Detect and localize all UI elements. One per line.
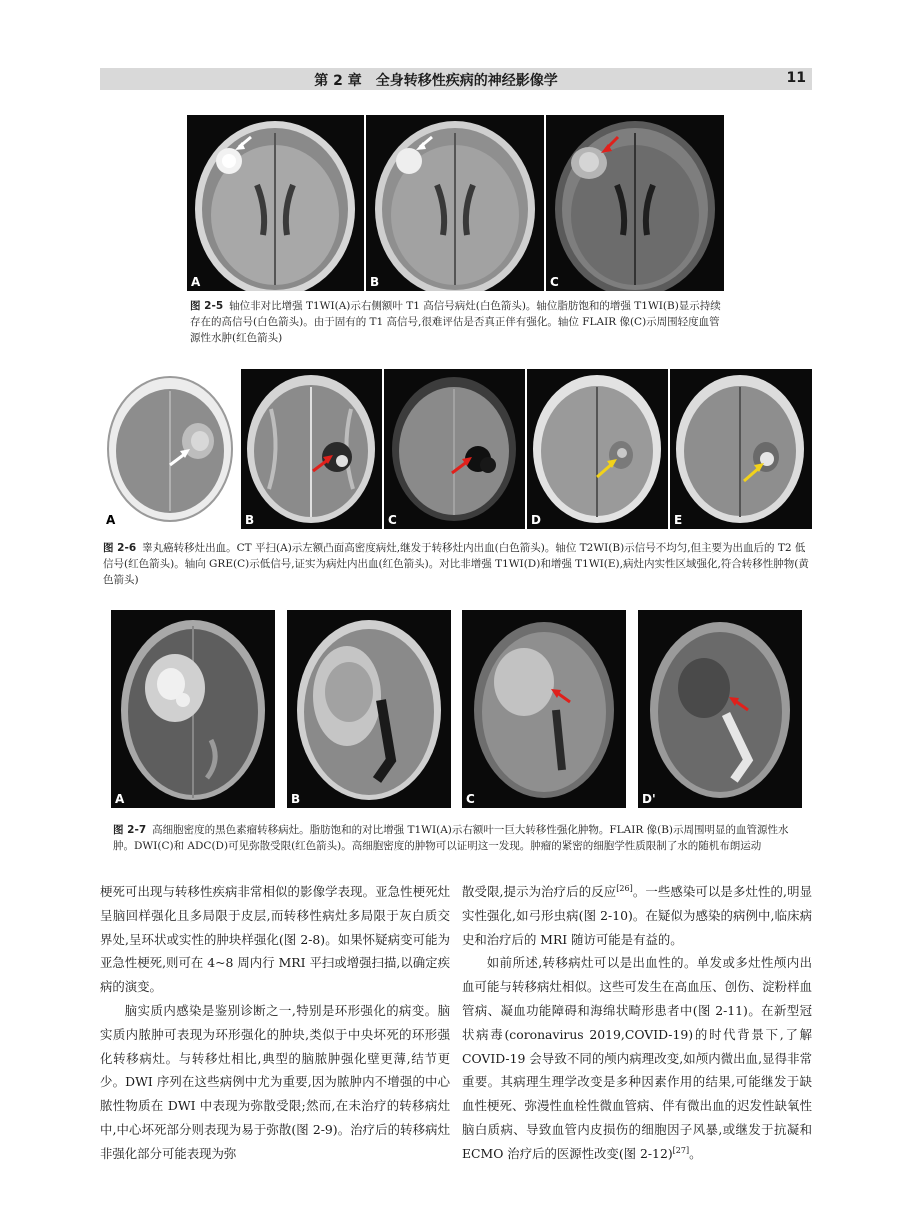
fig-2-7-panel-a (111, 610, 275, 808)
panel-label: A (106, 513, 116, 527)
fig-2-5-panel-c (546, 115, 724, 291)
figure-2-5-caption (190, 298, 730, 346)
caption-label: 图 2-7 (113, 824, 147, 836)
caption-label: 图 2-6 (103, 542, 137, 554)
caption-text: 轴位非对比增强 T1WI(A)示右侧额叶 T1 高信号病灶(白色箭头)。轴位脂肪饱和的增强 T1WI(B)显示持续存在的高信号(白色箭头)。由于固有的 T1 高信号,很难评估是否真正伴有强化。轴位 FLAIR 像(C)示周围轻度血管源性水肿(红色箭头) (190, 300, 721, 344)
figure-2-7-caption (113, 822, 803, 854)
panel-label: C (388, 513, 397, 527)
fig-2-7-panel-b (287, 610, 451, 808)
page-number: 11 (786, 70, 806, 86)
body-left-column (100, 880, 450, 1166)
fig-2-6-panel-c (384, 369, 525, 529)
body-paragraph: 脑实质内感染是鉴别诊断之一,特别是环形强化的病变。脑实质内脓肿可表现为环形强化的肿块,类似于中央坏死的环形强化转移病灶。与转移灶相比,典型的脑脓肿强化壁更薄,结节更少。DWI 序列在这些病例中尤为重要,因为脓肿内不增强的中心脓性物质在 DWI 中表现为弥散受限;然而,在未治疗的转移病灶中,中心坏死部分则表现为易于弥散(图 2-9)。治疗后的转移病灶非强化部分可能表现为弥 (100, 1002, 450, 1161)
citation-ref: [26] (616, 884, 633, 893)
fig-2-6-panel-d (527, 369, 668, 529)
chapter-title: 第 2 章 全身转移性疾病的神经影像学 (314, 73, 558, 89)
body-paragraph: 梗死可出现与转移性疾病非常相似的影像学表现。亚急性梗死灶呈脑回样强化且多局限于皮层,而转移性病灶多局限于灰白质交界处,呈环状或实性的肿块样强化(图 2-8)。如果怀疑病变可能为亚急性梗死,则可在 4~8 周内行 MRI 平扫或增强扫描,以确定疾病的演变。 (100, 884, 450, 995)
fig-2-5-panel-b (366, 115, 544, 291)
caption-text: 睾丸癌转移灶出血。CT 平扫(A)示左额凸面高密度病灶,继发于转移灶内出血(白色箭头)。轴位 T2WI(B)示信号不均匀,但主要为出血后的 T2 低信号(红色箭头)。轴向 GRE(C)示低信号,证实为病灶内出血(红色箭头)。对比非增强 T1WI(D)和增强 T1WI(E),病灶内实性区域强化,符合转移性肿物(黄色箭头) (103, 542, 809, 586)
fig-2-6-panel-a (100, 369, 239, 529)
paragraph-text: 。一些感染可以是多灶性的,明显实性强化,如弓形虫病(图 2-10)。在疑似为感染的病例中,临床病史和治疗后的 MRI 随访可能是有益的。 (462, 884, 812, 947)
paragraph-text: 。 (689, 1145, 702, 1161)
fig-2-6-panel-b (241, 369, 382, 529)
fig-2-5-panel-a (187, 115, 364, 291)
citation-ref: [27] (672, 1145, 690, 1155)
caption-label: 图 2-5 (190, 300, 224, 312)
body-paragraph (462, 951, 812, 1165)
caption-text: 高细胞密度的黑色素瘤转移病灶。脂肪饱和的对比增强 T1WI(A)示右额叶一巨大转移性强化肿物。FLAIR 像(B)示周围明显的血管源性水肿。DWI(C)和 ADC(D)可见弥散受限(红色箭头)。高细胞密度的肿物可以证明这一发现。肿瘤的紧密的细胞学性质限制了水的随机布朗运动 (113, 824, 789, 852)
paragraph-text: 散受限,提示为治疗后的反应 (462, 884, 617, 899)
fig-2-6-panel-e (670, 369, 812, 529)
panel-label: B (245, 513, 255, 527)
running-header (100, 68, 812, 90)
panel-label: A (115, 792, 125, 806)
panel-label: E (674, 513, 683, 527)
figure-2-6-caption (103, 540, 810, 588)
panel-label: C (550, 275, 559, 289)
body-paragraph (462, 880, 812, 951)
body-right-column (462, 880, 812, 1166)
panel-label: A (191, 275, 201, 289)
panel-label: D' (642, 792, 656, 806)
panel-label: B (370, 275, 380, 289)
fig-2-7-panel-d (638, 610, 802, 808)
fig-2-7-panel-c (462, 610, 626, 808)
paragraph-text: 如前所述,转移病灶可以是出血性的。单发或多灶性颅内出血可能与转移病灶相似。这些可发生在高血压、创伤、淀粉样血管病、凝血功能障碍和海绵状畸形患者中(图 2-11)。在新型冠状病毒(coronavirus 2019,COVID-19)的时代背景下,了解 COVID-19 会导致不同的颅内病理改变,如颅内微出血,显得非常重要。其病理生理学改变是多种因素作用的结果,可能继发于缺血性梗死、弥漫性血栓性微血管病、伴有微出血的迟发性缺氧性脑白质病、导致血管内皮损伤的细胞因子风暴,或继发于抗凝和 ECMO 治疗后的医源性改变(图 2-12) (462, 955, 812, 1161)
panel-label: D (531, 513, 541, 527)
panel-label: B (291, 792, 301, 806)
panel-label: C (466, 792, 475, 806)
